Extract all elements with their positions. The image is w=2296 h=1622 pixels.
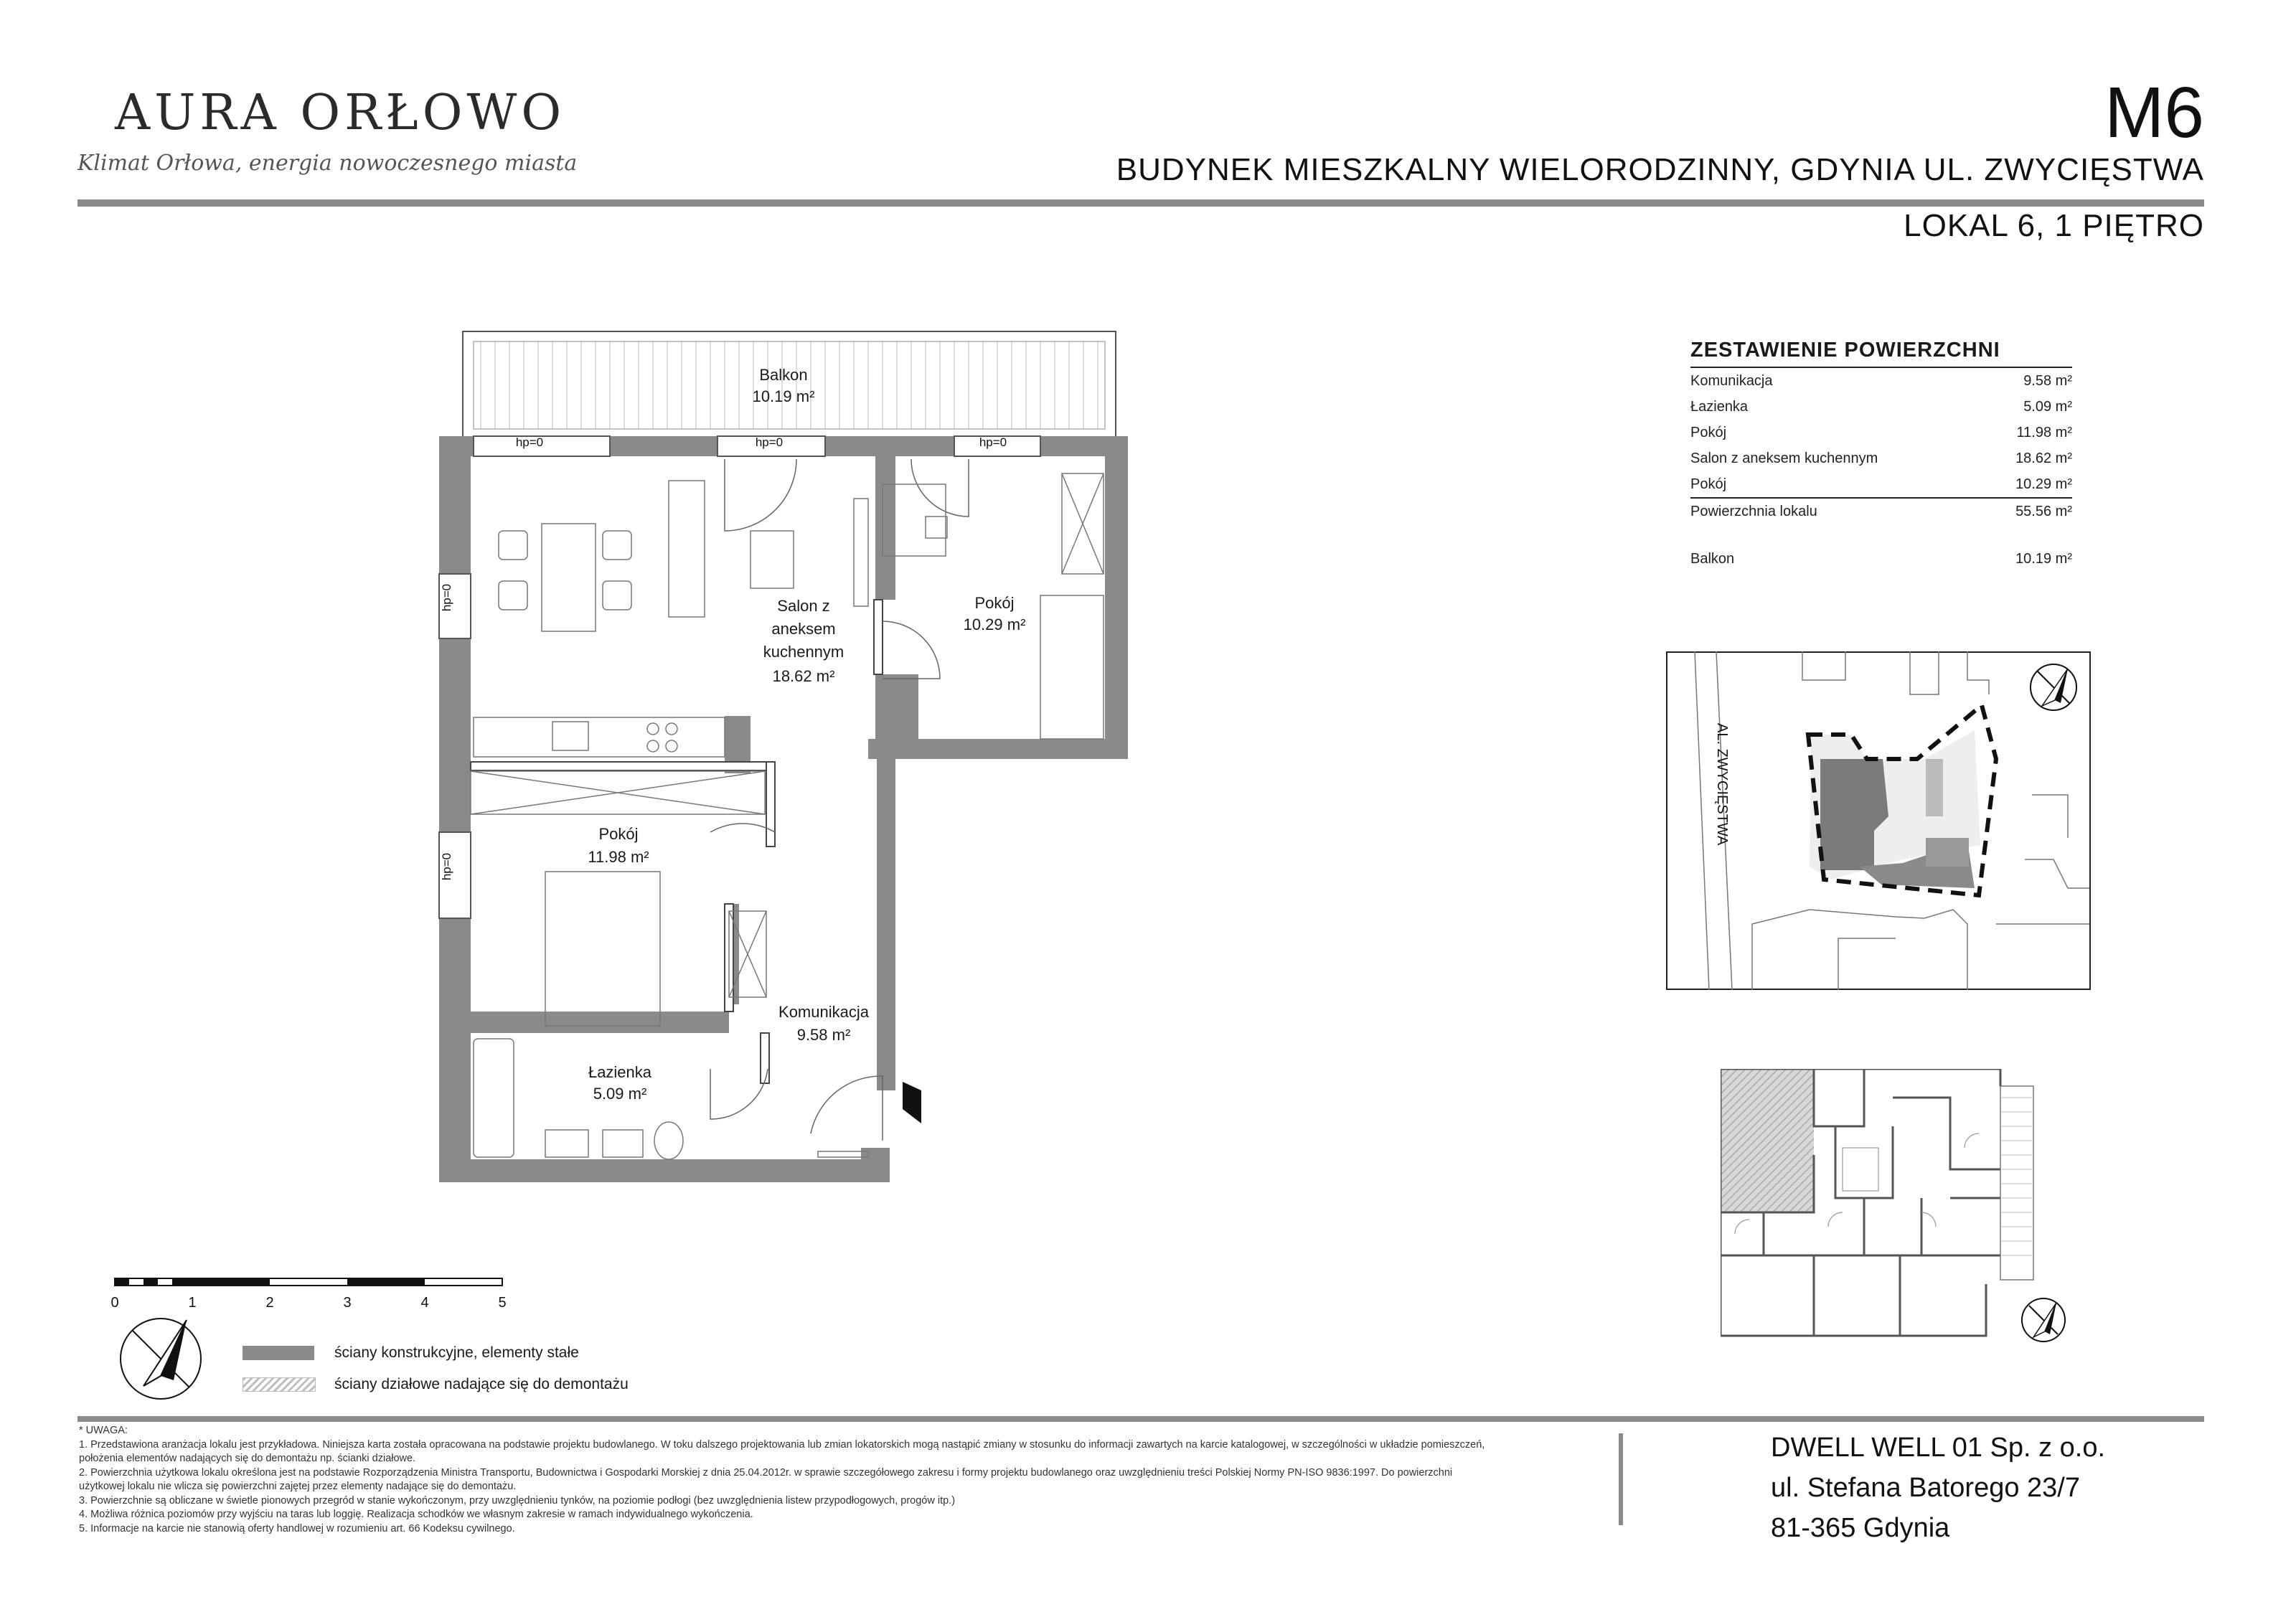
street-name: AL. ZWYCIĘSTWA [1714,723,1730,846]
hall-label: Komunikacja [778,1003,869,1021]
summary-row-label: Łazienka [1690,398,1749,415]
summary-row [1690,368,2072,394]
note-line: 5. Informacje na karcie nie stanowią oferty handlowej w rozumieniu art. 66 Kodeksu cywilnego. [79,1522,515,1534]
bed-double [545,872,660,1026]
summary-balcony-row [1690,546,2072,572]
hall-area: 9.58 m² [796,1026,851,1044]
keyplan-north-icon [2022,1298,2065,1342]
summary-title: ZESTAWIENIE POWIERZCHNI [1690,339,2000,362]
footer-divider [1619,1433,1623,1525]
bed-single [1040,595,1104,739]
brand-tagline: Klimat Orłowa, energia nowoczesnego miasta [77,151,578,176]
scale-tick: 5 [498,1295,507,1311]
washing-machine [603,1130,643,1157]
scale-tick: 2 [265,1295,274,1311]
note-line: 1. Przedstawiona aranżacja lokalu jest przykładowa. Niniejsza karta została opracowana na podstawie projektu budowlanego. W toku dalszego projektowania lub zmian lokatorskich mogą nastąpić zmiany w stosunku do informacji zawartych na karcie katalogowej, w szczególności w układzie pomieszczeń, [79,1438,1485,1451]
salon-label: Salon z [777,597,830,615]
bath-label: Łazienka [588,1063,652,1081]
sill-label: hp=0 [979,435,1007,449]
location-map [1666,651,2091,990]
summary-row-label: Pokój [1690,424,1727,440]
summary-balcony-label: Balkon [1690,550,1735,567]
summary-row [1690,394,2072,420]
note-line: * UWAGA: [79,1425,128,1436]
room-label: Pokój [974,594,1015,612]
notes [79,1424,1571,1536]
north-arrow-icon [115,1309,215,1409]
salon-label: aneksem [771,620,836,638]
summary-row [1690,445,2072,471]
company-address [1771,1428,2105,1548]
bath-area: 5.09 m² [593,1085,647,1103]
legend-swatch-partition [243,1377,316,1392]
summary-row [1690,471,2072,497]
summary-row [1690,420,2072,445]
room-area: 10.29 m² [963,616,1026,633]
scale-tick: 3 [343,1295,352,1311]
summary-row-value: 5.09 m² [2023,398,2072,415]
summary-balcony-value: 10.19 m² [2015,550,2072,567]
sill-label: hp=0 [515,435,544,449]
legend-partition-label: ściany działowe nadające się do demontażu [334,1376,629,1392]
dining-table [542,524,596,631]
balcony-label: Balkon [759,366,808,384]
sill-label: hp=0 [440,583,453,612]
area-summary [1690,339,2072,572]
scale-tick: 4 [420,1295,429,1311]
summary-row-value: 10.29 m² [2015,476,2072,492]
summary-total-row [1690,497,2072,524]
balcony [463,331,1116,438]
key-plan [1721,1069,2079,1350]
note-line: 2. Powierzchnia użytkowa lokalu określona jest na podstawie Rozporządzenia Ministra Transportu, Budownictwa i Gospodarki Morskiej z dnia 25.04.2012r. w sprawie szczegółowego zakresu i formy projektu budowlanego oraz uwzględnieniu treści Polskiej Normy PN-ISO 9836:1997. Do powierzchni [79,1466,1453,1479]
room-area: 11.98 m² [588,848,649,866]
building-title: BUDYNEK MIESZKALNY WIELORODZINNY, GDYNIA UL. ZWYCIĘSTWA [1116,152,2204,187]
unit-subtitle: LOKAL 6, 1 PIĘTRO [1904,208,2204,243]
scale-tick: 1 [188,1295,197,1311]
footer-rule [77,1416,2204,1422]
summary-row-value: 18.62 m² [2015,450,2072,466]
salon-area: 18.62 m² [772,667,835,685]
summary-total-value: 55.56 m² [2015,503,2072,519]
salon-label: kuchennym [763,643,844,661]
sill-label: hp=0 [440,852,453,881]
tv-unit [854,499,868,606]
note-line: 4. Możliwa różnica poziomów przy wyjściu na taras lub loggię. Realizacja schodków we własnym zakresie w ramach indywidualnego wykończenia. [79,1509,753,1520]
sofa [669,481,705,617]
note-line: 3. Powierzchnie są obliczane w świetle pionowych przegród w stanie wykończonym, przy uwzględnieniu tynków, na poziomie podłogi (bez uwzględnienia listew przypodłogowych, progów itp.) [79,1494,956,1507]
header-rule [77,199,2204,207]
summary-total-label: Powierzchnia lokalu [1690,503,1817,519]
floor-plan [215,323,1220,1263]
furniture [471,473,1104,1159]
legend-swatch-structural [243,1346,314,1360]
washbasin [545,1130,588,1157]
room-label: Pokój [598,825,639,843]
company-city: 81-365 Gdynia [1771,1513,1950,1543]
summary-row-label: Pokój [1690,476,1727,492]
note-line: użytkowej lokalu nie wlicza się powierzchni zajętej przez elementy nadające się do demontażu. [79,1481,517,1492]
scale-tick: 0 [110,1295,119,1311]
entrance-arrow-icon [903,1082,921,1123]
brand-logo-text: AURA ORŁOWO [115,85,566,141]
highlighted-unit [1721,1069,1814,1212]
kitchen-counter [474,717,725,757]
legend-structural-label: ściany konstrukcyjne, elementy stałe [334,1344,579,1361]
summary-row-value: 11.98 m² [2016,424,2072,440]
summary-row-label: Salon z aneksem kuchennym [1690,450,1878,466]
sill-label: hp=0 [755,435,784,449]
unit-code: M6 [2104,72,2204,153]
summary-row-value: 9.58 m² [2023,372,2072,389]
note-line: położenia elementów nadających się do demontażu np. ścianki działowe. [79,1453,416,1464]
toilet [654,1122,683,1159]
bathtub [474,1039,514,1157]
sill-labels [440,435,1007,880]
balcony-area: 10.19 m² [752,387,815,405]
windows [439,436,1040,918]
summary-row-label: Komunikacja [1690,372,1773,389]
structural-walls [439,436,1128,1182]
company-name: DWELL WELL 01 Sp. z o.o. [1771,1433,2106,1463]
company-street: ul. Stefana Batorego 23/7 [1771,1473,2080,1503]
